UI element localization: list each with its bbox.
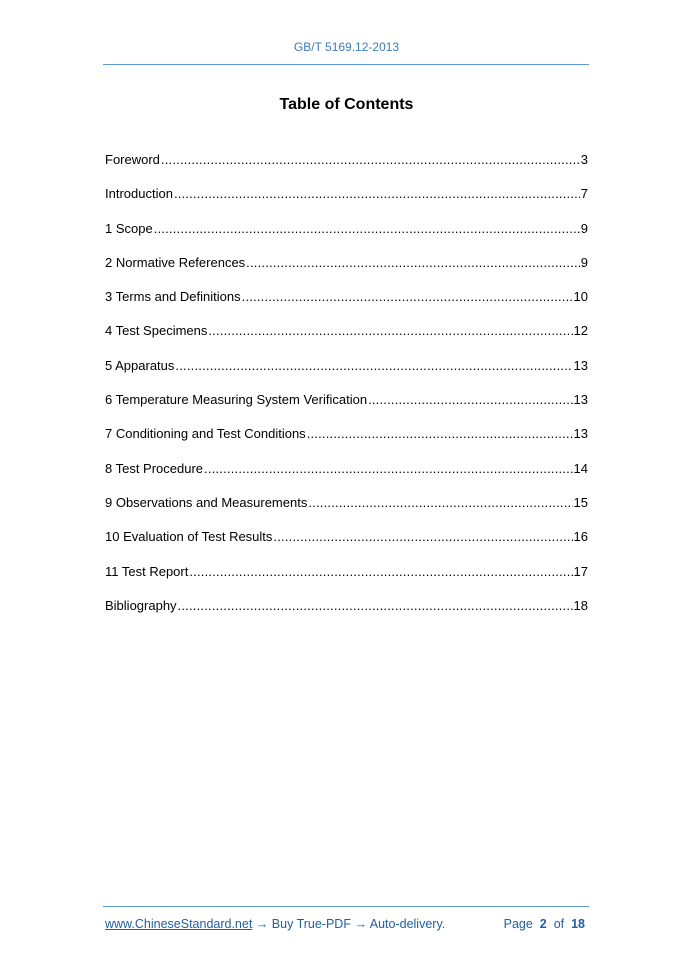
toc-leader-dots [154, 221, 580, 236]
toc-entry-page: 13 [573, 426, 588, 442]
toc-leader-dots [174, 186, 580, 201]
toc-leader-dots [161, 152, 580, 167]
toc-entry-conditioning[interactable] [105, 426, 588, 460]
toc-entry-label: 7 Conditioning and Test Conditions [105, 426, 306, 442]
toc-entry-page: 9 [580, 254, 588, 270]
toc-entry-page: 9 [580, 220, 588, 236]
toc-entry-foreword[interactable] [105, 152, 588, 186]
table-of-contents [105, 152, 588, 632]
toc-entry-page: 16 [573, 529, 588, 545]
toc-leader-dots [368, 392, 572, 407]
toc-entry-label: Introduction [105, 186, 173, 202]
toc-entry-label: Foreword [105, 152, 160, 167]
toc-entry-page: 12 [573, 323, 588, 339]
toc-entry-label: 10 Evaluation of Test Results [105, 529, 273, 545]
toc-leader-dots [273, 529, 572, 544]
toc-entry-evaluation[interactable] [105, 529, 588, 563]
toc-entry-label: Bibliography [105, 597, 177, 613]
toc-entry-label: 1 Scope [105, 220, 153, 236]
toc-leader-dots [204, 461, 572, 476]
footer-promo [105, 917, 445, 931]
page-total: 18 [571, 917, 585, 931]
toc-entry-label: 3 Terms and Definitions [105, 289, 241, 305]
toc-entry-test-specimens[interactable] [105, 323, 588, 357]
toc-entry-scope[interactable] [105, 221, 588, 255]
of-word: of [553, 917, 565, 931]
page-current: 2 [539, 917, 547, 931]
arrow-icon: → [354, 917, 367, 931]
site-link[interactable]: www.ChineseStandard.net [105, 917, 253, 931]
toc-entry-page: 7 [580, 186, 588, 202]
toc-entry-page: 13 [573, 392, 588, 408]
page-number [504, 917, 585, 931]
page-word: Page [503, 917, 533, 931]
toc-entry-bibliography[interactable] [105, 598, 588, 632]
header-divider [103, 64, 589, 65]
toc-entry-test-procedure[interactable] [105, 461, 588, 495]
toc-leader-dots [178, 598, 573, 613]
toc-leader-dots [208, 323, 572, 338]
toc-entry-page: 15 [573, 494, 588, 510]
toc-leader-dots [246, 255, 580, 270]
page-title: Table of Contents [279, 96, 414, 113]
toc-entry-page: 18 [573, 597, 588, 613]
toc-entry-page: 13 [573, 357, 588, 373]
footer-divider [103, 906, 589, 907]
toc-entry-terms-definitions[interactable] [105, 289, 588, 323]
toc-entry-test-report[interactable] [105, 564, 588, 598]
toc-entry-label: 9 Observations and Measurements [105, 494, 308, 510]
toc-entry-label: 4 Test Specimens [105, 323, 208, 339]
toc-entry-page: 3 [580, 152, 588, 167]
arrow-icon: → [255, 917, 269, 931]
toc-entry-page: 14 [573, 460, 588, 476]
toc-entry-label: 11 Test Report [105, 563, 189, 579]
buy-text: Buy True-PDF [271, 917, 351, 931]
toc-entry-page: 17 [573, 563, 588, 579]
toc-entry-temperature-verification[interactable] [105, 392, 588, 426]
toc-entry-label: 5 Apparatus [105, 357, 175, 373]
toc-leader-dots [189, 564, 572, 579]
toc-entry-page: 10 [573, 289, 588, 305]
delivery-text: Auto-delivery. [369, 917, 446, 931]
toc-entry-label: 6 Temperature Measuring System Verification [105, 392, 368, 408]
toc-leader-dots [307, 426, 573, 441]
toc-entry-observations[interactable] [105, 495, 588, 529]
toc-entry-introduction[interactable] [105, 186, 588, 220]
toc-entry-label: 8 Test Procedure [105, 460, 204, 476]
toc-leader-dots [308, 495, 572, 510]
toc-entry-normative-references[interactable] [105, 255, 588, 289]
toc-entry-label: 2 Normative References [105, 254, 246, 270]
toc-leader-dots [175, 358, 572, 373]
toc-leader-dots [242, 289, 573, 304]
toc-entry-apparatus[interactable] [105, 358, 588, 392]
running-header: GB/T 5169.12-2013 [293, 40, 400, 54]
